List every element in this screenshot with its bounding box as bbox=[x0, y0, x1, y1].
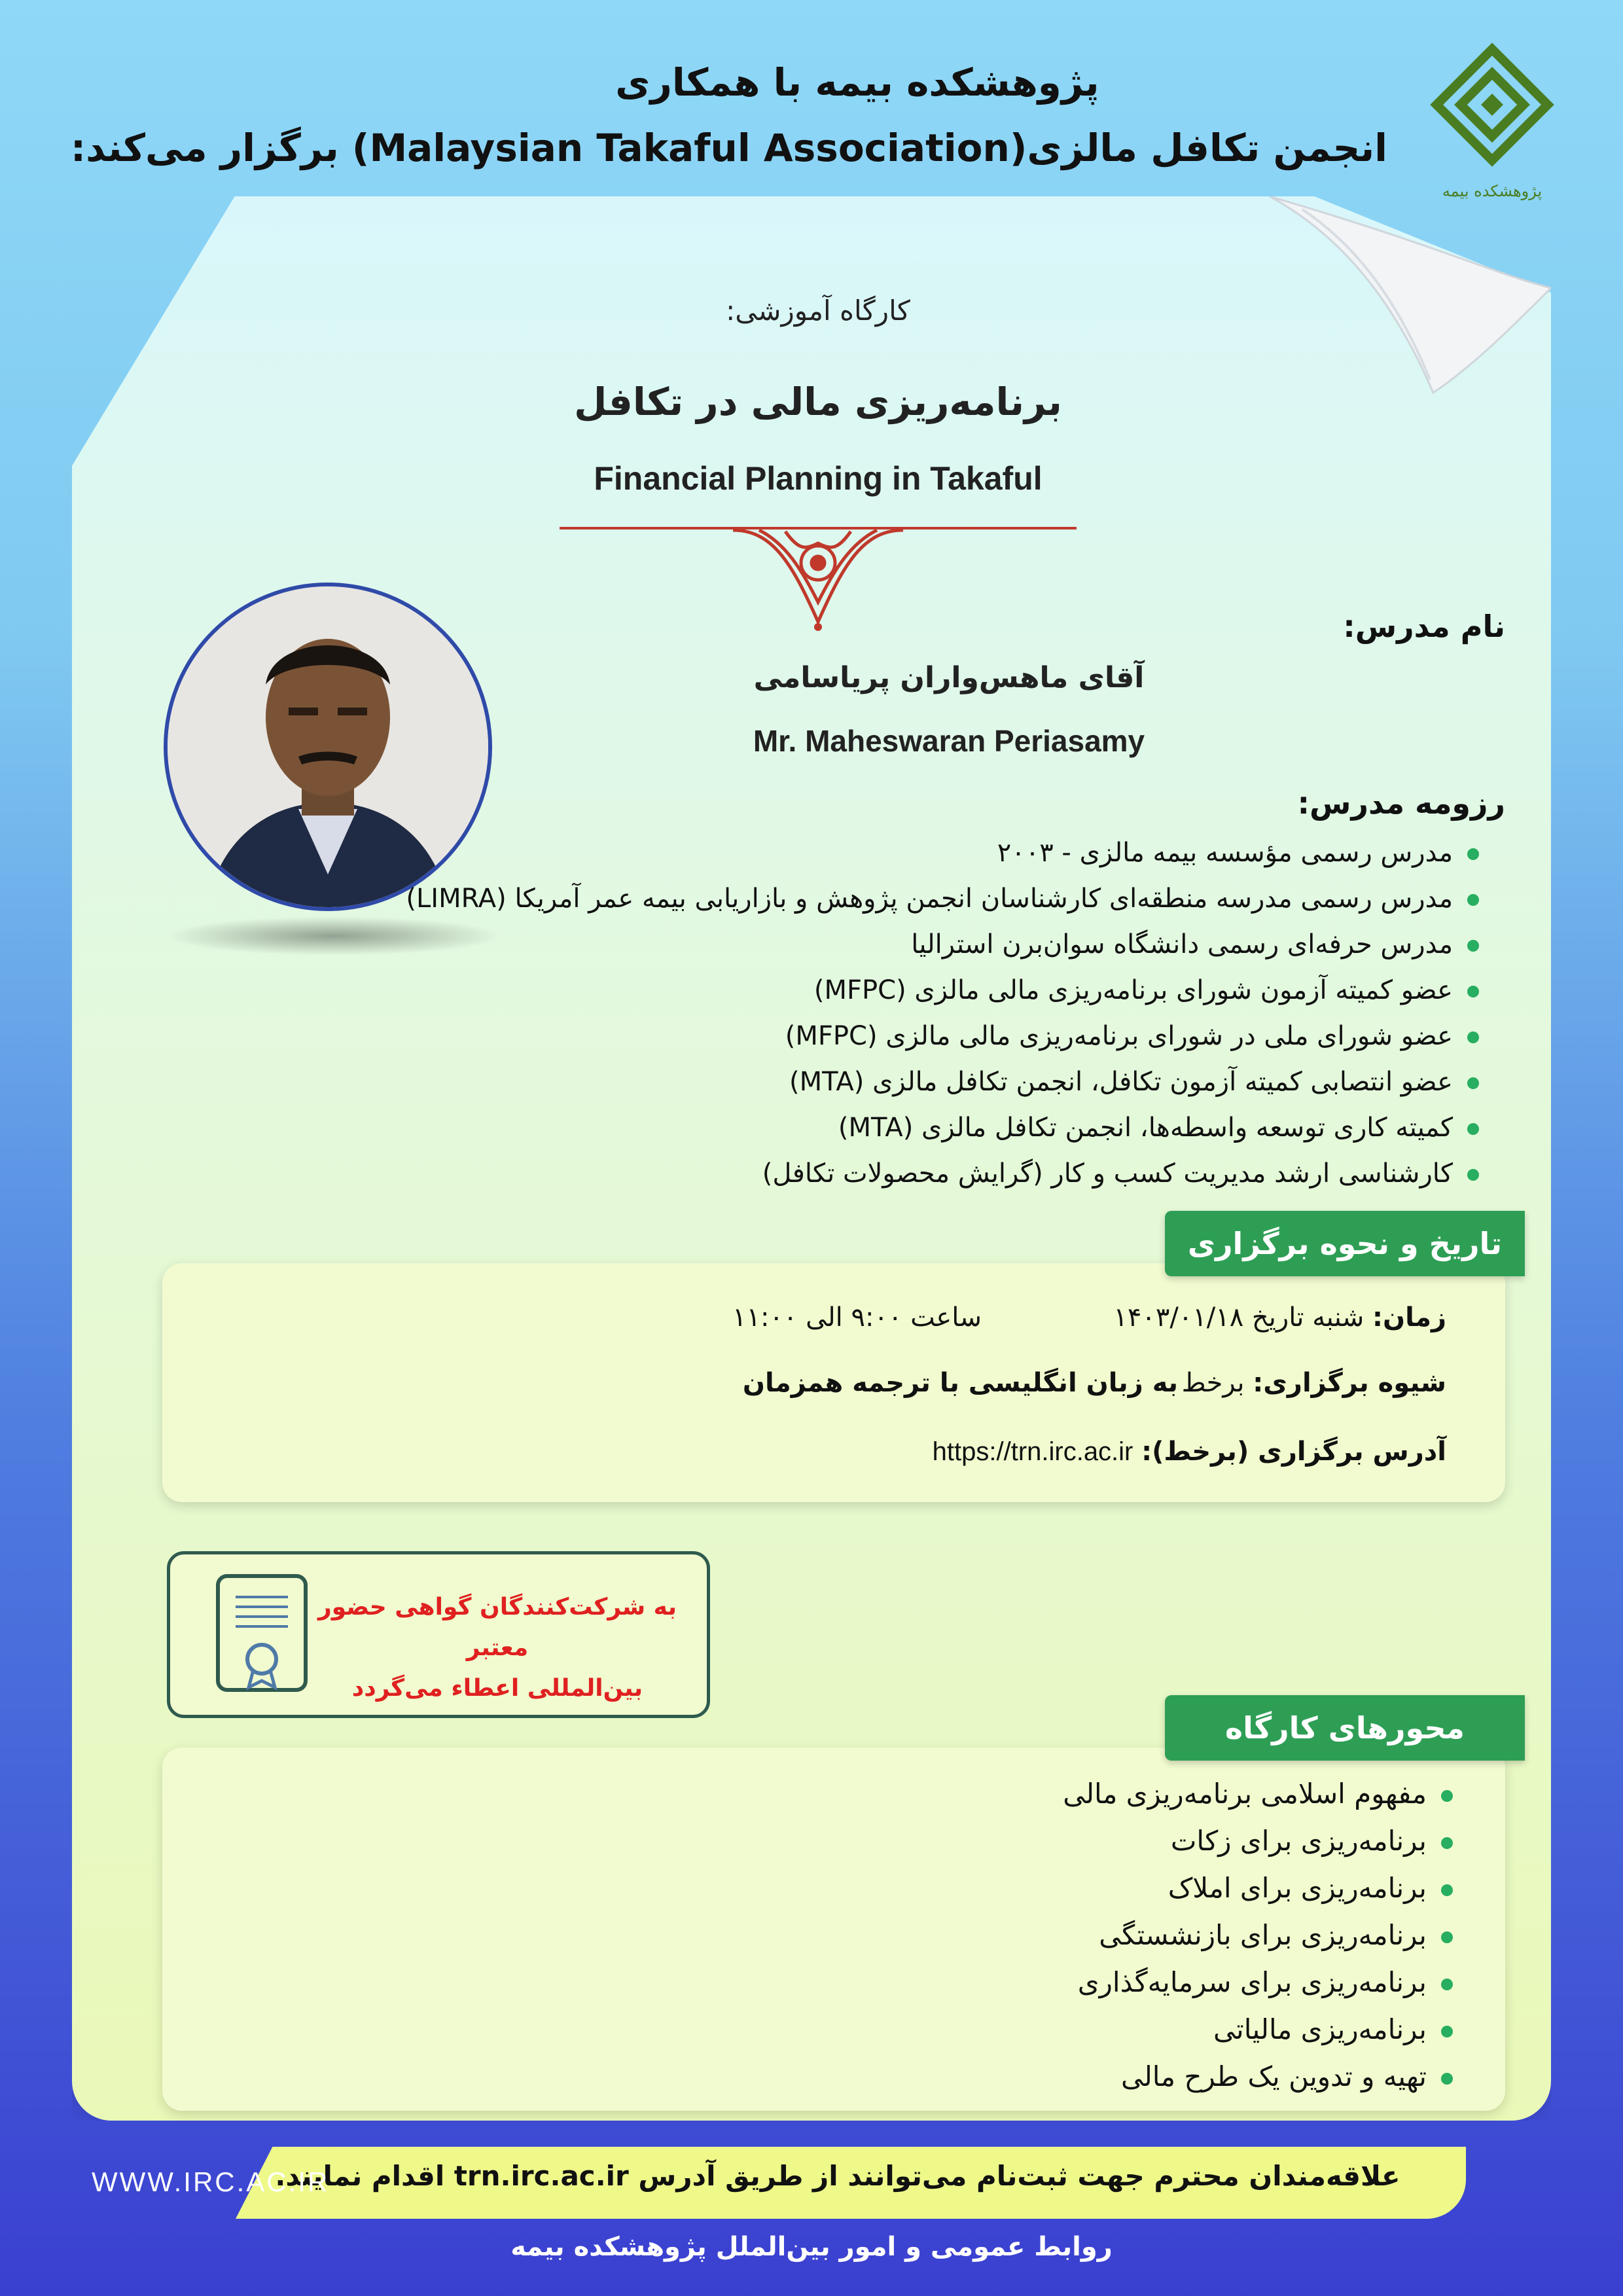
topics-tab: محورهای کارگاه bbox=[1165, 1695, 1525, 1761]
bullet-icon bbox=[1467, 848, 1479, 860]
instructor-name-en: Mr. Maheswaran Periasamy bbox=[753, 724, 1145, 758]
bullet-icon bbox=[1467, 1077, 1479, 1089]
date-value: شنبه تاریخ ۱۴۰۳/۰۱/۱۸ bbox=[1113, 1302, 1364, 1333]
bullet-icon bbox=[1467, 986, 1479, 997]
workshop-title-en: Financial Planning in Takaful bbox=[594, 460, 1043, 497]
cv-item: عضو شورای ملی در شورای برنامه‌ریزی مالی مالزی (MFPC) bbox=[419, 1013, 1479, 1059]
bullet-icon bbox=[1441, 1979, 1453, 1990]
website-link[interactable]: WWW.IRC.AC.IR bbox=[92, 2166, 330, 2197]
topic-item: مفهوم اسلامی برنامه‌ریزی مالی bbox=[785, 1770, 1453, 1818]
cv-item: مدرس حرفه‌ای رسمی دانشگاه سوان‌برن استرالیا bbox=[419, 922, 1479, 967]
schedule-tab: تاریخ و نحوه برگزاری bbox=[1165, 1211, 1525, 1276]
time-label: زمان: bbox=[1372, 1302, 1446, 1333]
schedule-address-row bbox=[753, 1437, 1446, 1467]
page-curl-decoration bbox=[1263, 196, 1551, 432]
topic-item: برنامه‌ریزی برای سرمایه‌گذاری bbox=[785, 1959, 1453, 2006]
method-label: شیوه برگزاری: bbox=[1253, 1368, 1446, 1398]
instructor-cv-list bbox=[406, 830, 1479, 1196]
topic-item: تهیه و تدوین یک طرح مالی bbox=[785, 2053, 1453, 2100]
topic-item: برنامه‌ریزی برای بازنشستگی bbox=[785, 1912, 1453, 1959]
bullet-icon bbox=[1441, 2073, 1453, 2085]
bullet-icon bbox=[1467, 940, 1479, 952]
bullet-icon bbox=[1441, 1884, 1453, 1896]
bullet-icon bbox=[1467, 894, 1479, 906]
bullet-icon bbox=[1441, 1790, 1453, 1802]
cv-item: مدرس رسمی مؤسسه بیمه مالزی - ۲۰۰۳ bbox=[419, 830, 1479, 876]
certificate-icon bbox=[213, 1571, 311, 1695]
workshop-title-fa: برنامه‌ریزی مالی در تکافل bbox=[574, 380, 1062, 424]
bullet-icon bbox=[1467, 1031, 1479, 1043]
registration-text: علاقه‌مندان محترم جهت ثبت‌نام می‌توانند از طریق آدرس trn.irc.ac.ir اقدام نمایند. bbox=[275, 2160, 1400, 2192]
instructor-name-fa: آقای ماهس‌واران پریاسامی bbox=[753, 661, 1145, 694]
cv-item: کارشناسی ارشد مدیریت کسب و کار (گرایش محصولات تکافل) bbox=[419, 1151, 1479, 1196]
topic-item: برنامه‌ریزی مالیاتی bbox=[785, 2006, 1453, 2053]
bullet-icon bbox=[1467, 1123, 1479, 1135]
bullet-icon bbox=[1441, 1931, 1453, 1943]
bullet-icon bbox=[1441, 2026, 1453, 2037]
address-label: آدرس برگزاری (برخط): bbox=[1141, 1437, 1446, 1467]
instructor-name-label: نام مدرس: bbox=[1343, 609, 1505, 644]
bullet-icon bbox=[1441, 1837, 1453, 1849]
topic-item: برنامه‌ریزی برای املاک bbox=[785, 1865, 1453, 1912]
topics-list bbox=[785, 1770, 1453, 2100]
header-line-1: پژوهشکده بیمه با همکاری bbox=[615, 60, 1099, 105]
cv-item: عضو انتصابی کمیته آزمون تکافل، انجمن تکافل مالزی (MTA) bbox=[419, 1059, 1479, 1105]
time-value: ساعت ۹:۰۰ الی ۱۱:۰۰ bbox=[732, 1302, 982, 1333]
cv-item: کمیته کاری توسعه واسطه‌ها، انجمن تکافل مالزی (MTA) bbox=[419, 1105, 1479, 1151]
header-line-2: انجمن تکافل مالزی(Malaysian Takaful Association) برگزار می‌کند: bbox=[70, 126, 1387, 170]
ornament-icon bbox=[720, 524, 916, 632]
language-value: به زبان انگلیسی با ترجمه همزمان bbox=[742, 1368, 1178, 1398]
cv-item: عضو کمیته آزمون شورای برنامه‌ریزی مالی مالزی (MFPC) bbox=[419, 967, 1479, 1013]
bullet-icon bbox=[1467, 1169, 1479, 1181]
instructor-cv-label: رزومه مدرس: bbox=[1297, 785, 1505, 821]
cv-item: مدرس رسمی مدرسه منطقه‌ای کارشناسان انجمن پژوهش و بازاریابی بیمه عمر آمریکا (LIMRA) bbox=[419, 876, 1479, 922]
topic-item: برنامه‌ریزی برای زکات bbox=[785, 1818, 1453, 1865]
irc-logo bbox=[1427, 39, 1558, 209]
method-value: برخط bbox=[1181, 1368, 1245, 1398]
workshop-label: کارگاه آموزشی: bbox=[726, 295, 910, 327]
logo-caption: پژوهشکده بیمه bbox=[1442, 182, 1543, 200]
address-link[interactable]: https://trn.irc.ac.ir bbox=[932, 1437, 1133, 1466]
department-credit: روابط عمومی و امور بین‌الملل پژوهشکده بیمه bbox=[510, 2232, 1113, 2262]
certificate-text: به شرکت‌کنندگان گواهی حضور معتبر بین‌المللی اعطاء می‌گردد bbox=[317, 1594, 677, 1702]
